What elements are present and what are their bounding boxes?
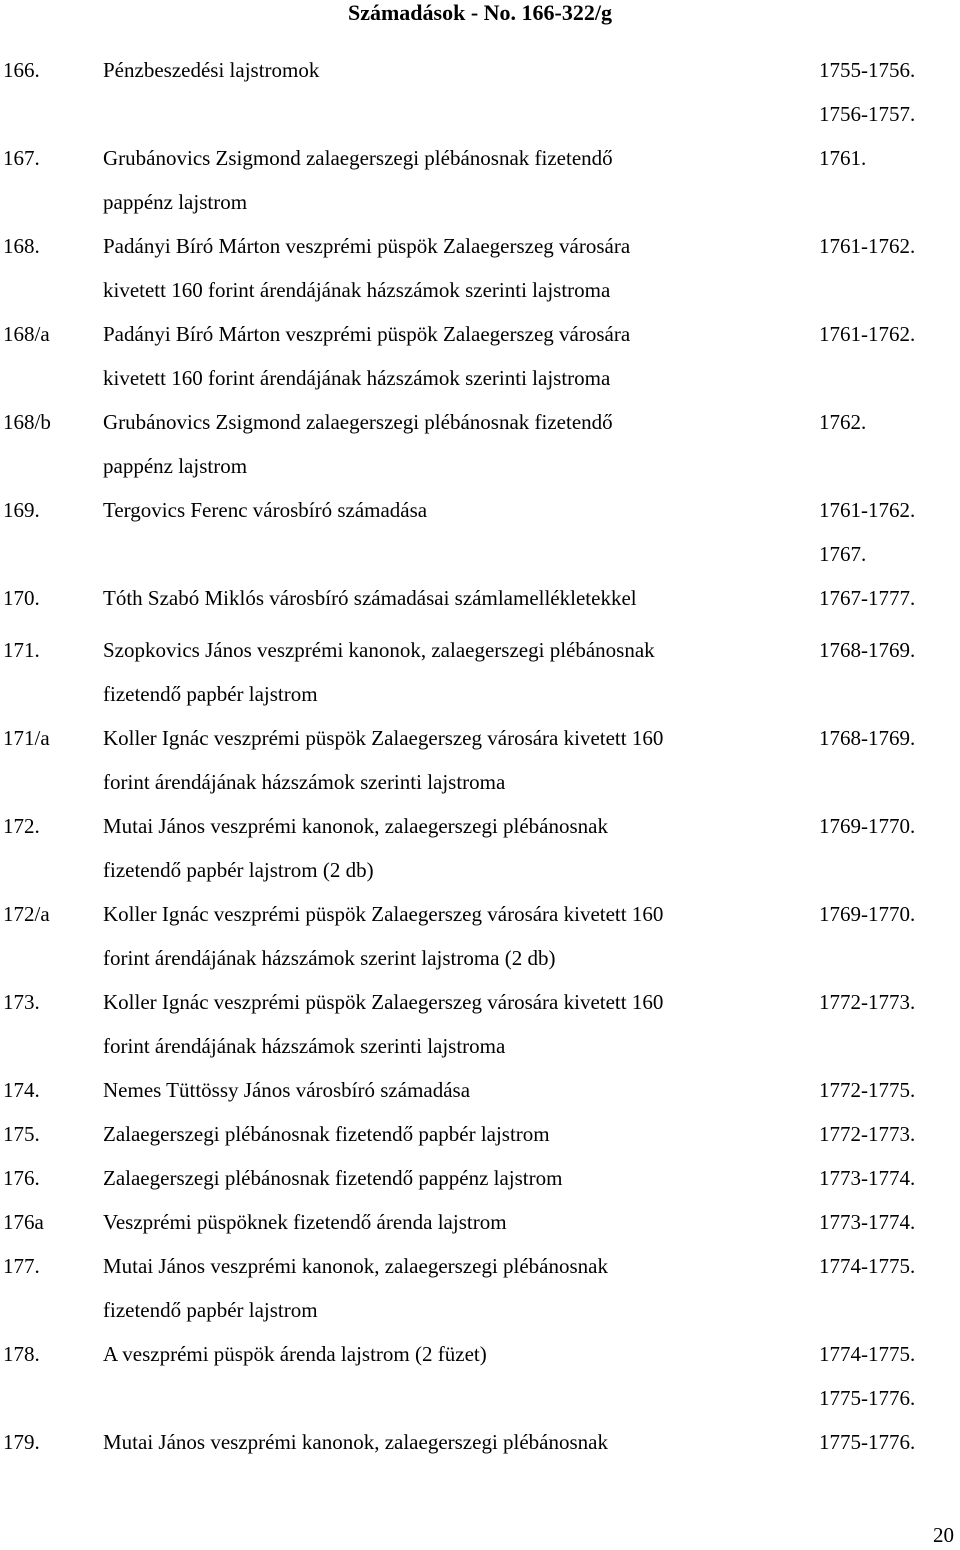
entry-number: 172/a — [3, 902, 50, 926]
list-item — [0, 628, 960, 716]
list-item — [0, 1332, 960, 1420]
entry-number: 177. — [3, 1254, 40, 1278]
entry-description: Tergovics Ferenc városbíró számadása — [103, 498, 428, 522]
entry-description: Pénzbeszedési lajstromok — [103, 58, 320, 82]
entry-description: Tóth Szabó Miklós városbíró számadásai számlamellékletekkel — [103, 586, 637, 610]
entry-date: 1761-1762. — [819, 234, 916, 258]
list-item — [0, 312, 960, 400]
entry-date: 1773-1774. — [819, 1166, 916, 1190]
entry-date: 1762. — [819, 410, 867, 434]
entry-date: 1773-1774. — [819, 1210, 916, 1234]
entry-date: 1769-1770. — [819, 902, 916, 926]
list-item — [0, 1112, 960, 1156]
entry-date: 1774-1775. 1775-1776. — [819, 1342, 916, 1410]
list-item — [0, 1156, 960, 1200]
entry-date: 1768-1769. — [819, 726, 916, 750]
list-item — [0, 1068, 960, 1112]
entry-date: 1769-1770. — [819, 814, 916, 838]
entry-description: Mutai János veszprémi kanonok, zalaegerszegi plébánosnak — [103, 1430, 608, 1454]
list-item — [0, 224, 960, 312]
entry-number: 168. — [3, 234, 40, 258]
entry-number: 175. — [3, 1122, 40, 1146]
entry-description: Koller Ignác veszprémi püspök Zalaegerszeg városára kivetett 160 forint árendájának házszámok szerinti lajstroma — [103, 726, 664, 794]
entry-description: Veszprémi püspöknek fizetendő árenda lajstrom — [103, 1210, 507, 1234]
entry-date: 1772-1775. — [819, 1078, 916, 1102]
entry-number: 178. — [3, 1342, 40, 1366]
entry-list — [0, 48, 960, 1464]
entry-description: Grubánovics Zsigmond zalaegerszegi plébánosnak fizetendő pappénz lajstrom — [103, 146, 613, 214]
entry-description: Koller Ignác veszprémi püspök Zalaegerszeg városára kivetett 160 forint árendájának házszámok szerinti lajstroma — [103, 990, 664, 1058]
entry-number: 172. — [3, 814, 40, 838]
entry-description: Padányi Bíró Márton veszprémi püspök Zalaegerszeg városára kivetett 160 forint árendájának házszámok szerinti lajstroma — [103, 322, 631, 390]
entry-date: 1755-1756. 1756-1757. — [819, 58, 916, 126]
entry-description: Zalaegerszegi plébánosnak fizetendő papbér lajstrom — [103, 1122, 550, 1146]
entry-date: 1772-1773. — [819, 990, 916, 1014]
entry-date: 1772-1773. — [819, 1122, 916, 1146]
entry-date: 1775-1776. — [819, 1430, 916, 1454]
entry-description: Nemes Tüttössy János városbíró számadása — [103, 1078, 471, 1102]
entry-number: 176. — [3, 1166, 40, 1190]
list-item — [0, 1200, 960, 1244]
entry-number: 167. — [3, 146, 40, 170]
entry-number: 176a — [3, 1210, 44, 1234]
list-item — [0, 980, 960, 1068]
page-title: Számadások - No. 166-322/g — [347, 0, 612, 25]
entry-description: Koller Ignác veszprémi püspök Zalaegerszeg városára kivetett 160 forint árendájának házszámok szerint lajstroma (2 db) — [103, 902, 664, 970]
entry-date: 1774-1775. — [819, 1254, 916, 1278]
entry-date: 1767-1777. — [819, 586, 916, 610]
entry-date: 1761-1762. — [819, 322, 916, 346]
list-item — [0, 804, 960, 892]
list-item — [0, 576, 960, 628]
entry-number: 171/a — [3, 726, 50, 750]
entry-number: 179. — [3, 1430, 40, 1454]
entry-date: 1761. — [819, 146, 867, 170]
list-item — [0, 488, 960, 576]
entry-description: Padányi Bíró Márton veszprémi püspök Zalaegerszeg városára kivetett 160 forint árendájának házszámok szerinti lajstroma — [103, 234, 631, 302]
list-item — [0, 1420, 960, 1464]
list-item — [0, 716, 960, 804]
entry-number: 166. — [3, 58, 40, 82]
entry-description: Mutai János veszprémi kanonok, zalaegerszegi plébánosnak fizetendő papbér lajstrom (2 db) — [103, 814, 608, 882]
page-number: 20 — [933, 1523, 954, 1547]
entry-date: 1761-1762. 1767. — [819, 498, 916, 566]
entry-description: Zalaegerszegi plébánosnak fizetendő pappénz lajstrom — [103, 1166, 563, 1190]
entry-number: 173. — [3, 990, 40, 1014]
entry-number: 169. — [3, 498, 40, 522]
list-item — [0, 48, 960, 136]
entry-number: 168/b — [3, 410, 51, 434]
entry-number: 171. — [3, 638, 40, 662]
entry-date: 1768-1769. — [819, 638, 916, 662]
entry-number: 168/a — [3, 322, 50, 346]
entry-number: 170. — [3, 586, 40, 610]
entry-description: A veszprémi püspök árenda lajstrom (2 füzet) — [103, 1342, 487, 1366]
entry-description: Grubánovics Zsigmond zalaegerszegi plébánosnak fizetendő pappénz lajstrom — [103, 410, 613, 478]
list-item — [0, 1244, 960, 1332]
list-item — [0, 400, 960, 488]
list-item — [0, 136, 960, 224]
list-item — [0, 892, 960, 980]
entry-number: 174. — [3, 1078, 40, 1102]
entry-description: Mutai János veszprémi kanonok, zalaegerszegi plébánosnak fizetendő papbér lajstrom — [103, 1254, 608, 1322]
entry-description: Szopkovics János veszprémi kanonok, zalaegerszegi plébánosnak fizetendő papbér lajstrom — [103, 638, 655, 706]
